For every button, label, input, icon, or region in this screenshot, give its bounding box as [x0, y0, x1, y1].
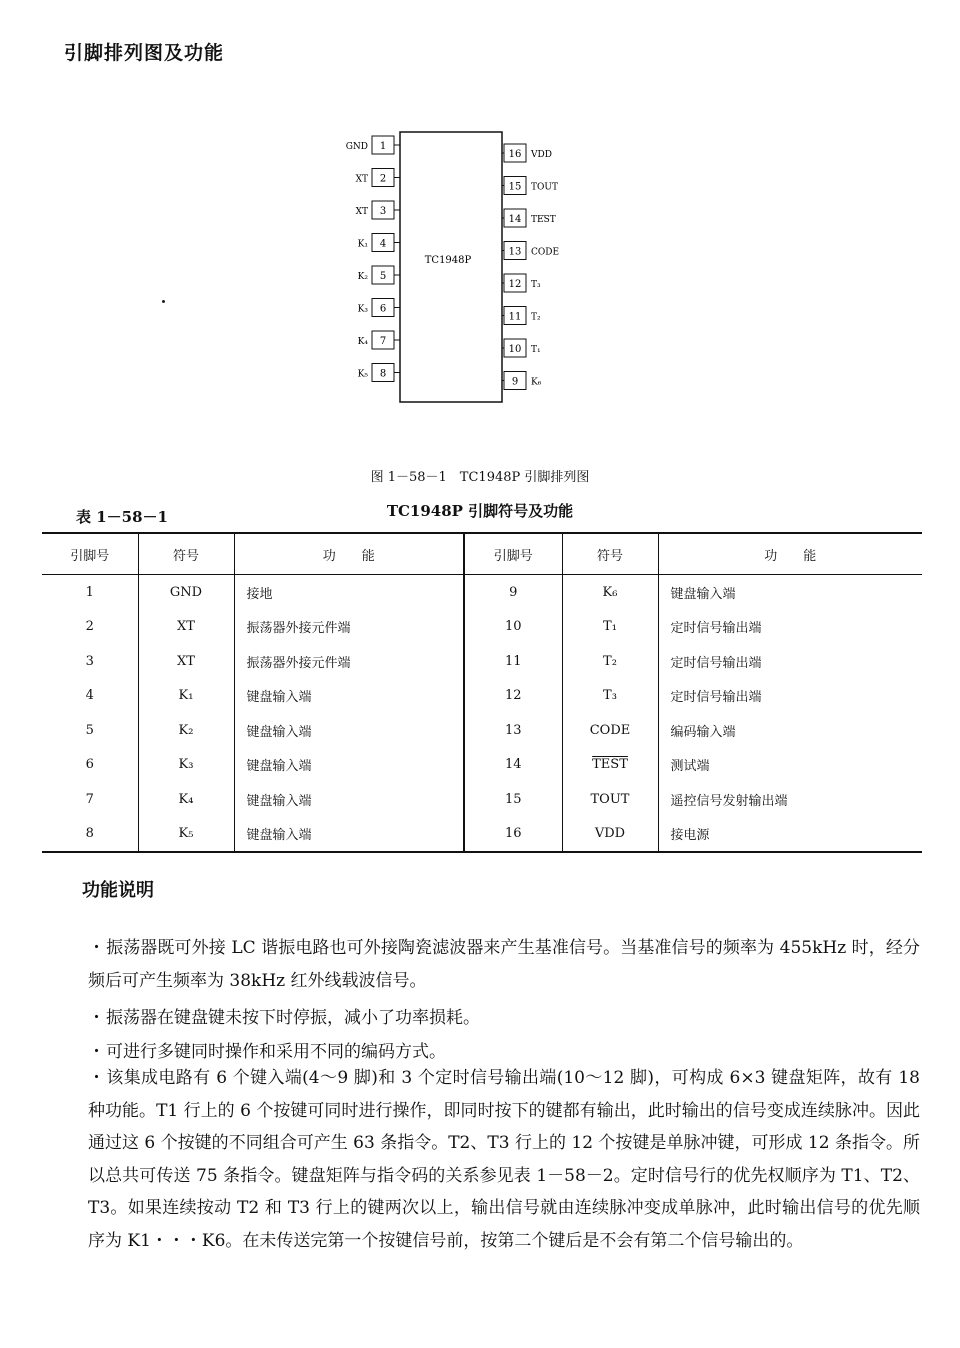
cell-symbol: K₂	[138, 713, 234, 748]
pin-label-left: K₅	[357, 369, 368, 380]
cell-symbol: XT	[138, 644, 234, 679]
table-row	[42, 679, 922, 714]
chip-body	[400, 132, 502, 402]
pin-number-left: 7	[379, 336, 387, 347]
cell-pin-number-2: 13	[464, 713, 562, 748]
pin-number-left: 5	[379, 271, 387, 282]
pin-label-right: T₃	[531, 280, 541, 290]
header-function-2: 功 能	[658, 533, 922, 575]
cell-symbol-2: T₂	[562, 644, 658, 679]
pin-label-left: GND	[345, 142, 368, 152]
pin-label-right: T₁	[531, 345, 541, 355]
table-row	[42, 782, 922, 817]
pin-number-right: 9	[511, 376, 519, 388]
cell-symbol-2: CODE	[562, 713, 658, 748]
bullet-text: 振荡器既可外接 LC 谐振电路也可外接陶瓷滤波器来产生基准信号。当基准信号的频率为 455kHz 时，经分频后可产生频率为 38kHz 红外线载波信号。	[88, 938, 920, 991]
bullet-3: ・可进行多键同时操作和采用不同的编码方式。	[88, 1042, 446, 1062]
cell-pin-number-2: 14	[464, 748, 562, 783]
chip-name: TC1948P	[424, 255, 472, 266]
cell-function-2: 定时信号输出端	[658, 610, 922, 645]
pin-label-left: K₃	[357, 304, 368, 315]
pin-label-right: TOUT	[531, 182, 558, 193]
pin-label-right: CODE	[531, 247, 560, 258]
table-row	[42, 713, 922, 748]
cell-pin-number: 8	[42, 817, 138, 853]
header-pin-number: 引脚号	[42, 533, 138, 575]
cell-pin-number-2: 16	[464, 817, 562, 853]
section-title-description: 功能说明	[82, 880, 154, 901]
cell-pin-number-2: 11	[464, 644, 562, 679]
table-row	[42, 748, 922, 783]
cell-function-2: 定时信号输出端	[658, 644, 922, 679]
cell-function-2: 接电源	[658, 817, 922, 853]
cell-function: 键盘输入端	[234, 713, 464, 748]
pin-number-left: 1	[379, 141, 387, 152]
pin-number-right: 14	[508, 214, 522, 225]
table-row	[42, 610, 922, 645]
cell-symbol-2: TEST	[562, 748, 658, 783]
pin-number-right: 15	[508, 181, 522, 193]
cell-symbol: K₅	[138, 817, 234, 853]
pin-number-right: 10	[508, 344, 522, 355]
table-label: 表 1－58－1	[76, 508, 168, 526]
pin-label-left: K₄	[357, 337, 368, 347]
figure-caption: 图 1－58－1 TC1948P 引脚排列图	[370, 470, 590, 485]
cell-pin-number: 1	[85, 584, 94, 600]
cell-pin-number-2: 15	[464, 782, 562, 817]
cell-symbol: K₃	[138, 748, 234, 783]
cell-function: 键盘输入端	[234, 817, 464, 853]
cell-function-2: 定时信号输出端	[658, 679, 922, 714]
table-header-row	[42, 533, 922, 575]
cell-function-2: 遥控信号发射输出端	[658, 782, 922, 817]
cell-symbol: GND	[138, 575, 234, 610]
table-row	[42, 817, 922, 853]
pin-label-right: TEST	[531, 215, 556, 225]
cell-symbol: K₁	[138, 679, 234, 714]
cell-pin-number: 3	[85, 653, 94, 669]
cell-pin-number: 5	[85, 722, 94, 738]
pin-function-table	[42, 532, 922, 853]
section-title-pinout: 引脚排列图及功能	[64, 42, 225, 64]
bullet-text: 可进行多键同时操作和采用不同的编码方式。	[106, 1042, 446, 1062]
stray-dot	[162, 300, 165, 303]
header-function: 功 能	[234, 533, 464, 575]
table-row	[42, 575, 922, 610]
cell-symbol-2: T₁	[562, 610, 658, 645]
pin-label-left: K₂	[357, 272, 368, 282]
pin-label-left: K₁	[357, 239, 368, 250]
cell-function: 键盘输入端	[234, 782, 464, 817]
pin-label-right: T₂	[531, 312, 541, 323]
cell-function: 键盘输入端	[234, 679, 464, 714]
cell-symbol-2: VDD	[562, 817, 658, 853]
cell-function: 接地	[234, 575, 464, 610]
header-symbol: 符号	[138, 533, 234, 575]
pin-number-left: 3	[379, 206, 387, 217]
cell-pin-number: 7	[85, 791, 94, 807]
cell-symbol-2: K₆	[562, 575, 658, 610]
cell-symbol: XT	[138, 610, 234, 645]
header-symbol-2: 符号	[562, 533, 658, 575]
cell-function-2: 编码输入端	[658, 713, 922, 748]
pinout-diagram	[340, 128, 570, 408]
pin-number-left: 6	[379, 303, 387, 315]
pin-number-right: 13	[508, 246, 522, 258]
pin-label-right: VDD	[531, 150, 552, 160]
bullet-text: 该集成电路有 6 个键入端(4～9 脚)和 3 个定时信号输出端(10～12 脚)，可构成 6×3 键盘矩阵，故有 18 种功能。T1 行上的 6 个按键可同时进行操作，即同时按下的键都有输出，此时输出的信号变成连续脉冲。因此通过这 6 个按键的不同组合可产生 63 条指令。T2、T3 行上的 12 个按键是单脉冲键，可形成 12 条指令。所以总共可传送 75 条指令。键盘矩阵与指令码的关系参见表 1－58－2。定时信号行的优先权顺序为 T1、T2、T3。如果连续按动 T2 和 T3 行上的键两次以上，输出信号就由连续脉冲变成单脉冲，此时输出信号的优先顺序为 K1・・・K6。在未传送完第一个按键信号前，按第二个键后是不会有第二个信号输出的。	[88, 1068, 920, 1251]
pin-number-left: 8	[379, 368, 387, 380]
cell-function: 振荡器外接元件端	[234, 610, 464, 645]
cell-symbol-2: TOUT	[562, 782, 658, 817]
pin-number-right: 16	[508, 149, 522, 160]
bullet-2: ・振荡器在键盘键未按下时停振，减小了功率损耗。	[88, 1008, 480, 1028]
cell-function-2: 键盘输入端	[658, 575, 922, 610]
cell-symbol: K₄	[138, 782, 234, 817]
pin-number-left: 4	[379, 238, 387, 250]
pin-number-right: 11	[508, 311, 522, 323]
table-title: TC1948P 引脚符号及功能	[386, 502, 574, 520]
cell-function: 振荡器外接元件端	[234, 644, 464, 679]
cell-function-2: 测试端	[658, 748, 922, 783]
pin-label-left: XT	[355, 207, 368, 217]
cell-pin-number-2: 9	[464, 575, 562, 610]
cell-pin-number: 2	[85, 619, 94, 635]
cell-symbol-2: T₃	[562, 679, 658, 714]
bullet-1: ・振荡器既可外接 LC 谐振电路也可外接陶瓷滤波器来产生基准信号。当基准信号的频率为 455kHz 时，经分频后可产生频率为 38kHz 红外线载波信号。	[88, 938, 920, 991]
bullet-text: 振荡器在键盘键未按下时停振，减小了功率损耗。	[106, 1008, 480, 1028]
pin-number-left: 2	[379, 173, 387, 185]
cell-function: 键盘输入端	[234, 748, 464, 783]
cell-pin-number: 6	[85, 757, 94, 773]
bullet-4: ・该集成电路有 6 个键入端(4～9 脚)和 3 个定时信号输出端(10～12 脚)，可构成 6×3 键盘矩阵，故有 18 种功能。T1 行上的 6 个按键可同时进行操作，即同时按下的键都有输出，此时输出的信号变成连续脉冲。因此通过这 6 个按键的不同组合可产生 63 条指令。T2、T3 行上的 12 个按键是单脉冲键，可形成 12 条指令。所以总共可传送 75 条指令。键盘矩阵与指令码的关系参见表 1－58－2。定时信号行的优先权顺序为 T1、T2、T3。如果连续按动 T2 和 T3 行上的键两次以上，输出信号就由连续脉冲变成单脉冲，此时输出信号的优先顺序为 K1・・・K6。在未传送完第一个按键信号前，按第二个键后是不会有第二个信号输出的。	[88, 1068, 920, 1251]
cell-pin-number-2: 10	[464, 610, 562, 645]
pin-label-left: XT	[355, 174, 368, 185]
pin-label-right: K₆	[531, 377, 542, 388]
pin-number-right: 12	[508, 279, 522, 290]
cell-pin-number-2: 12	[464, 679, 562, 714]
header-pin-number-2: 引脚号	[464, 533, 562, 575]
table-row	[42, 644, 922, 679]
cell-pin-number: 4	[85, 688, 94, 704]
